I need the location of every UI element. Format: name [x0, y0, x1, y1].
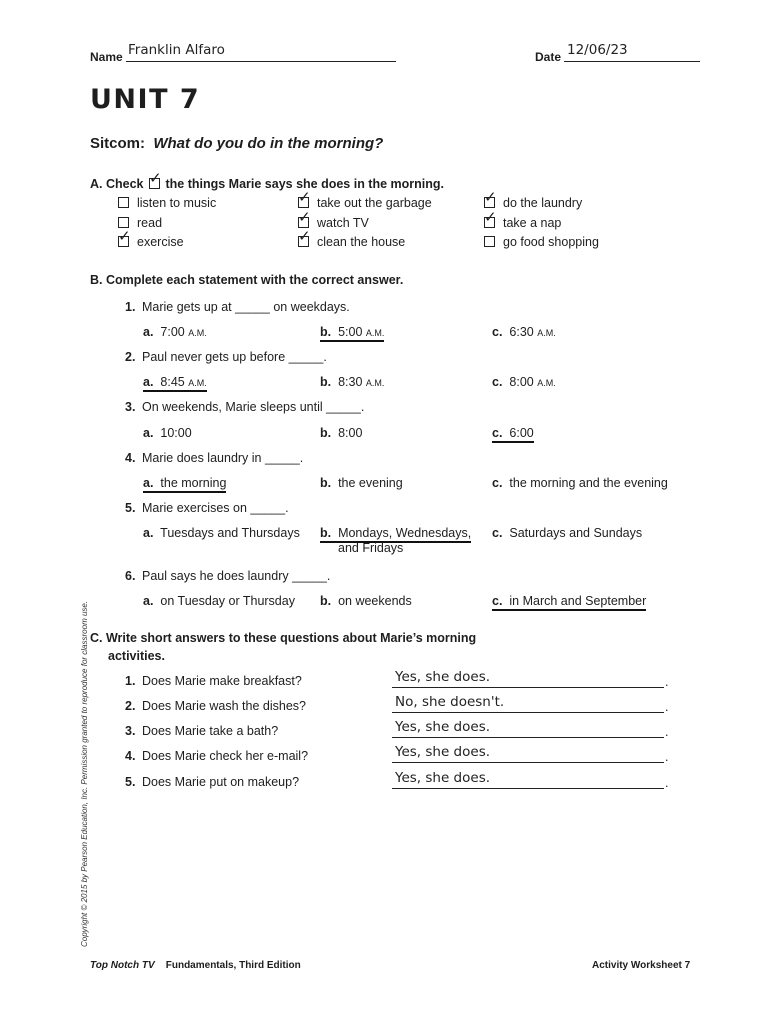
answer-line[interactable]	[392, 788, 664, 789]
option-letter: b.	[320, 476, 332, 490]
date-label: Date	[535, 50, 562, 64]
question-number: 2.	[125, 699, 136, 713]
checkmark-icon: ✓	[484, 189, 497, 206]
answer-text	[492, 476, 668, 490]
option-letter: c.	[492, 375, 503, 389]
question-text: Marie exercises on _____.	[142, 501, 289, 515]
option-text: the morning	[160, 476, 227, 490]
answer-option[interactable]	[492, 375, 556, 389]
section-c-instruction-line1: C. Write short answers to these questions about Marie’s morning	[90, 631, 477, 645]
answer-line[interactable]	[392, 687, 664, 688]
page-subtitle	[90, 135, 383, 152]
question-c-3	[125, 724, 278, 738]
question-number: 5.	[125, 501, 136, 515]
unit-title: UNIT 7	[90, 84, 201, 115]
selected-answer	[492, 426, 534, 443]
checklist-item-label: take out the garbage	[317, 196, 432, 210]
subtitle-prefix: Sitcom:	[90, 135, 146, 152]
answer-option[interactable]	[492, 526, 642, 540]
date-field-line[interactable]	[564, 61, 700, 62]
checklist-item	[118, 228, 184, 249]
question-c-1	[125, 674, 302, 688]
option-suffix: A.M.	[188, 378, 207, 388]
short-answer-value[interactable]: Yes, she does.	[395, 719, 491, 735]
checklist-item-label: clean the house	[317, 235, 406, 249]
option-text-line2: and Fridays	[338, 541, 404, 555]
option-letter: c.	[492, 526, 503, 540]
question-text: Does Marie wash the dishes?	[142, 699, 306, 713]
checklist-item	[484, 209, 562, 230]
name-label: Name	[90, 50, 123, 64]
option-suffix: A.M.	[537, 378, 556, 388]
selected-answer	[320, 325, 384, 342]
option-letter: a.	[143, 594, 154, 608]
section-a-instruction	[90, 170, 444, 191]
checkbox-checked[interactable]	[118, 228, 131, 247]
option-letter: a.	[143, 325, 154, 339]
question-text: Paul says he does laundry _____.	[142, 569, 331, 583]
checklist-item-label: go food shopping	[503, 235, 599, 249]
checklist-item-label: watch TV	[317, 216, 369, 230]
answer-option[interactable]	[143, 325, 207, 339]
question-text: Does Marie check her e-mail?	[142, 749, 309, 763]
short-answer-value[interactable]: No, she doesn't.	[395, 694, 505, 710]
question-text: On weekends, Marie sleeps until _____.	[142, 400, 365, 414]
option-text: 10:00	[160, 426, 192, 440]
answer-text	[143, 526, 300, 540]
option-text: Tuesdays and Thursdays	[160, 526, 300, 540]
checkbox-unchecked[interactable]	[484, 236, 495, 247]
answer-option[interactable]	[143, 594, 295, 608]
question-c-4	[125, 749, 308, 763]
date-field-value[interactable]: 12/06/23	[567, 42, 628, 58]
option-text: 6:30	[509, 325, 534, 339]
answer-line[interactable]	[392, 712, 664, 713]
question-text: Marie does laundry in _____.	[142, 451, 304, 465]
checklist-item	[298, 228, 406, 249]
question-b-4	[125, 451, 303, 465]
option-letter: c.	[492, 594, 503, 608]
option-letter: a.	[143, 426, 154, 440]
option-text: 8:30	[338, 375, 363, 389]
answer-option[interactable]	[492, 426, 534, 440]
option-letter: c.	[492, 476, 503, 490]
checkmark-icon: ✓	[298, 228, 311, 245]
checkmark-icon: ✓	[298, 209, 311, 226]
selected-answer	[143, 476, 226, 493]
footer-series: Top Notch TV	[90, 960, 155, 971]
name-field-value[interactable]: Franklin Alfaro	[128, 42, 225, 58]
short-answer-value[interactable]: Yes, she does.	[395, 770, 491, 786]
option-text: the evening	[338, 476, 403, 490]
option-text: 8:45	[160, 375, 185, 389]
answer-text	[320, 594, 412, 608]
checkbox-checked[interactable]	[484, 189, 497, 208]
answer-option[interactable]	[492, 325, 556, 339]
answer-text	[492, 526, 642, 540]
checkmark-icon: ✓	[118, 228, 131, 245]
checklist-item	[118, 196, 216, 210]
section-b-instruction: B. Complete each statement with the correct answer.	[90, 273, 404, 287]
question-number: 1.	[125, 300, 136, 314]
option-text: the morning and the evening	[509, 476, 668, 490]
option-letter: b.	[320, 526, 332, 540]
answer-text	[143, 325, 207, 339]
checklist-item-label: read	[137, 216, 163, 230]
checklist-item-label: take a nap	[503, 216, 562, 230]
selected-answer	[492, 594, 646, 611]
question-text: Paul never gets up before _____.	[142, 350, 327, 364]
question-number: 4.	[125, 749, 136, 763]
section-a-text: the things Marie says she does in the morning.	[165, 177, 444, 191]
answer-option[interactable]	[492, 594, 646, 608]
answer-text	[492, 325, 556, 339]
question-number: 2.	[125, 350, 136, 364]
option-suffix: A.M.	[365, 378, 385, 388]
answer-option[interactable]	[320, 325, 384, 339]
option-text: 8:00	[509, 375, 534, 389]
question-number: 5.	[125, 775, 136, 789]
checkbox-example-icon: ✓	[148, 170, 162, 187]
answer-line[interactable]	[392, 762, 664, 763]
checkmark-icon: ✓	[298, 189, 311, 206]
checkbox-unchecked[interactable]	[118, 197, 129, 208]
option-text: 6:00	[509, 426, 534, 440]
question-text: Does Marie put on makeup?	[142, 775, 300, 789]
checklist-item-label: do the laundry	[503, 196, 583, 210]
answer-text	[143, 594, 295, 608]
checkmark-icon: ✓	[484, 209, 497, 226]
question-b-5	[125, 501, 289, 515]
question-number: 3.	[125, 400, 136, 414]
checkbox-checked[interactable]	[298, 209, 311, 228]
checkbox-checked[interactable]	[298, 189, 311, 208]
short-answer-value[interactable]: Yes, she does.	[395, 744, 491, 760]
option-text: 8:00	[338, 426, 363, 440]
option-text: on weekends	[338, 594, 412, 608]
option-text: 7:00	[160, 325, 185, 339]
answer-line[interactable]	[392, 737, 664, 738]
question-text: Does Marie take a bath?	[142, 724, 279, 738]
section-a-prefix: A. Check	[90, 177, 144, 191]
question-c-5	[125, 775, 299, 789]
subtitle-title: What do you do in the morning?	[153, 135, 384, 152]
checklist-item-label: exercise	[137, 235, 184, 249]
short-answer-value[interactable]: Yes, she does.	[395, 669, 491, 685]
checklist-item	[298, 189, 432, 210]
answer-text	[320, 375, 384, 389]
option-letter: c.	[492, 325, 503, 339]
question-b-6	[125, 569, 330, 583]
answer-option[interactable]	[320, 426, 362, 440]
checkbox-checked[interactable]	[484, 209, 497, 228]
answer-period: .	[665, 725, 669, 739]
answer-text	[143, 426, 192, 440]
option-letter: a.	[143, 476, 154, 490]
answer-option[interactable]	[320, 594, 412, 608]
checklist-item	[484, 189, 583, 210]
checkbox-unchecked[interactable]	[118, 217, 129, 228]
question-number: 6.	[125, 569, 136, 583]
option-suffix: A.M.	[188, 328, 207, 338]
answer-text	[320, 426, 362, 440]
option-text: 5:00	[338, 325, 363, 339]
option-suffix: A.M.	[365, 328, 385, 338]
option-text: Mondays, Wednesdays,	[338, 526, 472, 540]
option-letter: a.	[143, 375, 154, 389]
option-letter: b.	[320, 375, 332, 389]
footer-edition: Fundamentals, Third Edition	[165, 960, 301, 971]
answer-text	[492, 375, 556, 389]
question-b-3	[125, 400, 364, 414]
answer-option[interactable]	[492, 476, 668, 490]
option-letter: b.	[320, 426, 332, 440]
answer-period: .	[665, 700, 669, 714]
question-c-2	[125, 699, 306, 713]
question-b-1	[125, 300, 350, 314]
name-field-line[interactable]	[126, 61, 396, 62]
answer-option[interactable]	[143, 476, 226, 490]
question-number: 3.	[125, 724, 136, 738]
answer-option[interactable]	[143, 426, 192, 440]
question-b-2	[125, 350, 327, 364]
option-letter: b.	[320, 594, 332, 608]
answer-option[interactable]	[320, 375, 384, 389]
copyright-notice: Copyright © 2015 by Pearson Education, Inc. Permission granted to reproduce for classroom use.	[80, 600, 89, 947]
option-suffix: A.M.	[537, 328, 556, 338]
option-letter: b.	[320, 325, 332, 339]
answer-text	[320, 476, 403, 490]
checkbox-checked[interactable]	[298, 228, 311, 247]
option-text: Saturdays and Sundays	[509, 526, 643, 540]
question-number: 4.	[125, 451, 136, 465]
section-c-instruction-line2: activities.	[108, 649, 165, 663]
answer-option[interactable]	[320, 476, 403, 490]
option-letter: a.	[143, 526, 154, 540]
option-text: on Tuesday or Thursday	[160, 594, 295, 608]
footer-worksheet: Activity Worksheet 7	[592, 960, 691, 971]
answer-period: .	[665, 675, 669, 689]
answer-option[interactable]	[320, 526, 471, 555]
answer-period: .	[665, 776, 669, 790]
question-text: Marie gets up at _____ on weekdays.	[142, 300, 350, 314]
option-letter: c.	[492, 426, 503, 440]
answer-option[interactable]	[143, 526, 300, 540]
checklist-item-label: listen to music	[137, 196, 217, 210]
answer-period: .	[665, 750, 669, 764]
question-text: Does Marie make breakfast?	[142, 674, 302, 688]
question-number: 1.	[125, 674, 136, 688]
option-text: in March and September	[509, 594, 647, 608]
selected-answer	[143, 375, 207, 392]
footer-left	[90, 960, 301, 971]
answer-option[interactable]	[143, 375, 207, 389]
checklist-item	[484, 235, 599, 249]
